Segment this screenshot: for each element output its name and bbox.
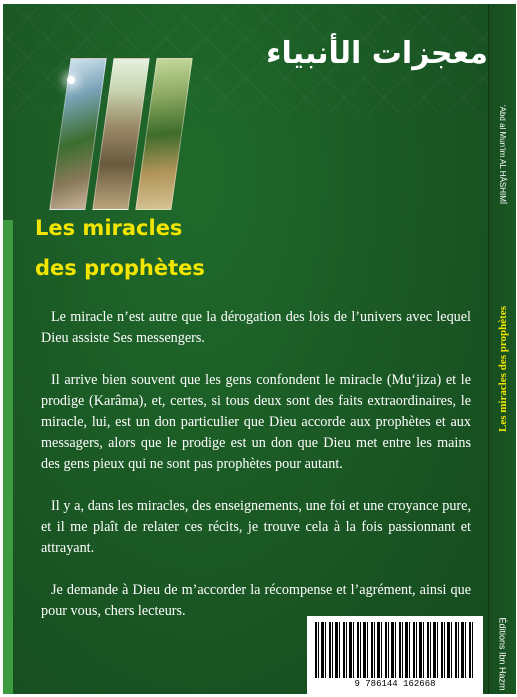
french-title-line-2: des prophètes [35,256,205,280]
spine-publisher: Éditions Ibn Hazm [497,617,508,691]
back-cover-panel [3,4,488,694]
spine-author-area [489,4,516,304]
blurb-paragraph: Il y a, dans les miracles, des enseignements, une foi et une croyance pure, et il me plaît de relater ces récits, je trouve cela à la fois passionnant et attrayant. [41,498,471,556]
barcode-bars [315,622,475,678]
spine-title-area [489,284,516,454]
blurb-paragraph: Il arrive bien souvent que les gens confondent le miracle (Mu‘jiza) et le prodige (Karâma), et, certes, si tous deux sont des faits extraordinaires, le miracle, lui, est un don particulier que Dieu accorde aux prophètes et aux messagers, alors que le prodige est un don que Dieu met entre les mains des gens pieux qui ne sont pas prophètes pour autant. [41,372,471,472]
book-spine [488,4,516,694]
blurb-text [41,307,471,643]
spine-publisher-area [489,614,516,694]
barcode-number: 9 786144 162668 [354,679,436,689]
arabic-title: معجزات الأنبياء [266,36,488,71]
isbn-barcode [307,616,483,694]
bright-star-decoration [67,76,75,84]
spine-title: Les miracles des prophètes [496,306,509,432]
french-title-line-1: Les miracles [35,216,183,240]
blurb-paragraph: Le miracle n’est autre que la dérogation des lois de l’univers avec lequel Dieu assiste Ses messengers. [41,309,471,346]
left-accent-stripe [3,220,13,694]
blurb-paragraph: Je demande à Dieu de m’accorder la récompense et l’agrément, ainsi que pour vous, chers lecteurs. [41,582,471,619]
spine-author: ‘Abd al Mun‘im AL HÂSHIMÎ [498,104,508,204]
